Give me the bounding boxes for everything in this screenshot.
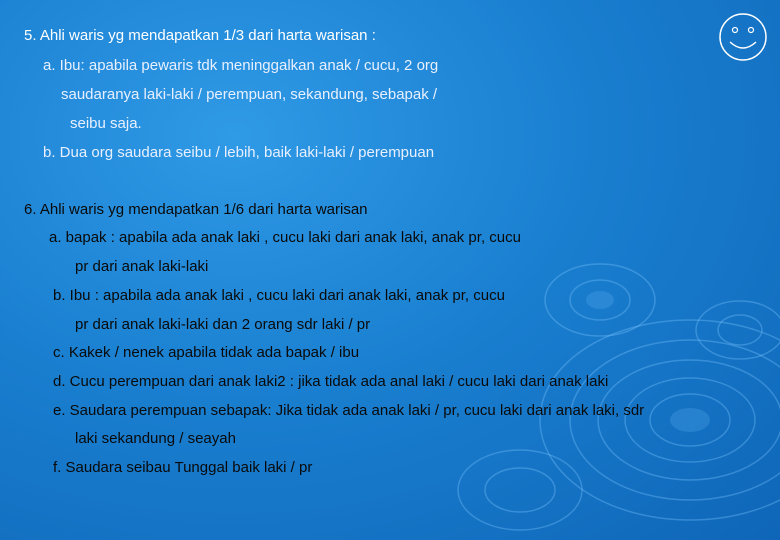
section5-item-b-line1: b. Dua org saudara seibu / lebih, baik laki-laki / perempuan (43, 144, 435, 161)
section6-item-c-line1: c. Kakek / nenek apabila tidak ada bapak / ibu (53, 344, 360, 361)
section5-item-a-line3: seibu saja. (70, 115, 142, 132)
section6-item-b-line2: pr dari anak laki-laki dan 2 orang sdr laki / pr (75, 316, 371, 333)
section5-heading: 5. Ahli waris yg mendapatkan 1/3 dari harta warisan : (24, 27, 376, 44)
section6-item-a-line2: pr dari anak laki-laki (75, 258, 209, 275)
section6-heading: 6. Ahli waris yg mendapatkan 1/6 dari harta warisan (24, 201, 368, 218)
smiley-icon (718, 12, 768, 62)
section6-item-f-line1: f. Saudara seibau Tunggal baik laki / pr (53, 459, 313, 476)
section6-item-a-line1: a. bapak : apabila ada anak laki , cucu laki dari anak laki, anak pr, cucu (49, 229, 521, 246)
section6-item-e-line2: laki sekandung / seayah (75, 430, 236, 447)
section5-item-a-line1: a. Ibu: apabila pewaris tdk meninggalkan anak / cucu, 2 org (43, 57, 439, 74)
section6-item-b-line1: b. Ibu : apabila ada anak laki , cucu laki dari anak laki, anak pr, cucu (53, 287, 505, 304)
section6-item-e-line1: e. Saudara perempuan sebapak: Jika tidak ada anak laki / pr, cucu laki dari anak laki, sdr (53, 402, 645, 419)
section5-item-a-line2: saudaranya laki-laki / perempuan, sekandung, sebapak / (61, 86, 438, 103)
section6-item-d-line1: d. Cucu perempuan dari anak laki2 : jika tidak ada anal laki / cucu laki dari anak laki (53, 373, 609, 390)
